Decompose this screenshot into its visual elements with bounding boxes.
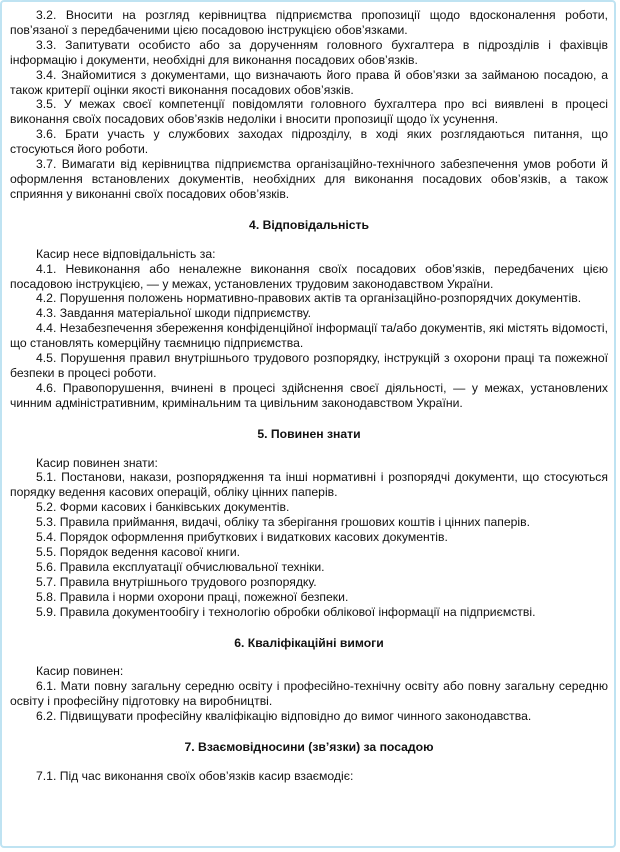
list-item: 5.5. Порядок ведення касової книги. — [36, 545, 241, 559]
list-item: 4.4. Незабезпечення збереження конфіденційної інформації та/або документів, які містять відомості, що становлять комерційну таємницю підприємства. — [10, 321, 608, 351]
list-item: 4.1. Невиконання або неналежне виконання своїх посадових обов’язків, передбачених цією посадовою інструкцією, — у межах, установлених трудовим законодавством України. — [10, 261, 608, 291]
list-item: 5.7. Правила внутрішнього трудового розпорядку. — [36, 574, 317, 589]
section-intro: Касир несе відповідальність за: — [36, 246, 216, 261]
list-item: 7.1. Під час виконання своїх обов’язків касир взаємодіє: — [36, 768, 354, 783]
list-item: 5.8. Правила і норми охорони праці, пожежної безпеки. — [36, 589, 349, 604]
list-item: 5.2. Форми касових і банківських документів. — [36, 500, 290, 515]
list-item: 4.6. Правопорушення, вчинені в процесі здійснення своєї діяльності, — у межах, установлених чинним адміністративним, кримінальним та цивільним законодавством України. — [10, 380, 608, 410]
list-item: 3.3. Запитувати особисто або за дорученням головного бухгалтера в підрозділів і фахівців інформацію і документи, необхідні для виконання посадових обов’язків. — [10, 37, 608, 67]
list-item: 4.2. Порушення положень нормативно-правових актів та організаційно-розпорядчих документів. — [36, 291, 582, 306]
list-item: 5.6. Правила експлуатації обчислювальної техніки. — [36, 559, 325, 574]
section-4-list — [10, 247, 608, 411]
document-content — [10, 8, 608, 784]
list-item: 3.5. У межах своєї компетенції повідомляти головного бухгалтера про всі виявлені в процесі виконання своїх посадових обов’язків недоліки і вносити пропозиції щодо їх усунення. — [10, 97, 608, 127]
section-7-heading: 7. Взаємовідносини (зв’язки) за посадою — [184, 740, 434, 755]
list-item: 5.3. Правила приймання, видачі, обліку та зберігання грошових коштів і цінних паперів. — [36, 515, 530, 530]
list-item: 4.3. Завдання матеріальної шкоди підприємству. — [36, 306, 312, 321]
list-item: 6.1. Мати повну загальну середню освіту і професійно-технічну освіту або повну загальну середню освіту і професійну підготовку на виробництві. — [10, 679, 608, 709]
section-5-list — [10, 456, 608, 620]
section-6-heading: 6. Кваліфікаційні вимоги — [234, 635, 384, 650]
list-item: 5.1. Постанови, накази, розпорядження та інші нормативні і розпорядчі документи, що стосуються порядку ведення касових операцій, обліку цінних паперів. — [10, 470, 608, 500]
section-7-list — [10, 769, 608, 784]
list-item: 3.4. Знайомитися з документами, що визначають його права й обов’язки за займаною посадою, а також критерії оцінки якості виконання посадових обов’язків. — [10, 67, 608, 97]
list-item: 3.2. Вносити на розгляд керівництва підприємства пропозиції щодо вдосконалення роботи, пов’язаної з передбаченими цією посадовою інструкцією обов’язками. — [10, 8, 608, 37]
list-item: 5.4. Порядок оформлення прибуткових і видаткових касових документів. — [36, 530, 448, 545]
section-intro: Касир повинен знати: — [36, 455, 158, 470]
section-3-list — [10, 8, 608, 202]
section-intro: Касир повинен: — [36, 664, 124, 679]
section-6-list — [10, 664, 608, 724]
list-item: 6.2. Підвищувати професійну кваліфікацію відповідно до вимог чинного законодавства. — [36, 709, 532, 724]
list-item: 4.5. Порушення правил внутрішнього трудового розпорядку, інструкцій з охорони праці та пожежної безпеки в процесі роботи. — [10, 351, 608, 380]
list-item: 3.6. Брати участь у службових заходах підрозділу, в ході яких розглядаються питання, що стосуються його роботи. — [10, 127, 608, 157]
section-5-heading: 5. Повинен знати — [257, 426, 361, 441]
list-item: 3.7. Вимагати від керівництва підприємства організаційно-технічного забезпечення умов роботи й оформлення встановлених документів, необхідних для виконання посадових обов’язків, а також сприяння у виконанні своїх посадових обов’язків. — [10, 157, 608, 201]
section-4-heading: 4. Відповідальність — [249, 217, 369, 232]
list-item: 5.9. Правила документообігу і технологію обробки облікової інформації на підприємстві. — [36, 604, 536, 619]
